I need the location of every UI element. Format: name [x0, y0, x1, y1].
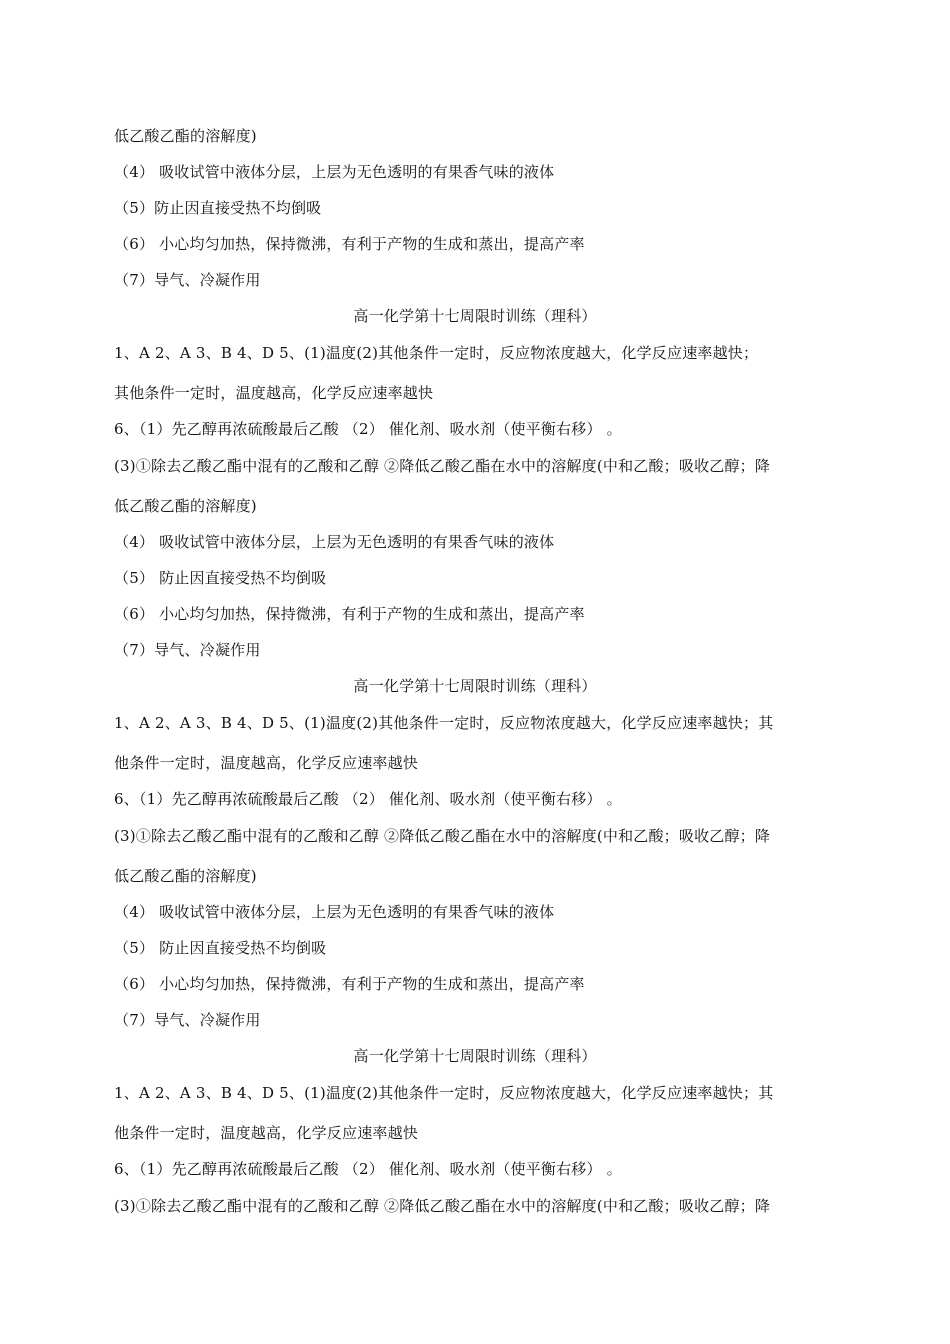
text-line: （4） 吸收试管中液体分层，上层为无色透明的有果香气味的液体: [114, 163, 555, 181]
text-line: 其他条件一定时，温度越高，化学反应速率越快: [114, 384, 434, 402]
text-line: 6、（1）先乙醇再浓硫酸最后乙酸 （2） 催化剂、吸水剂（使平衡右移） 。: [114, 420, 622, 438]
text-line: （7）导气、冷凝作用: [114, 1011, 261, 1029]
text-line: （5） 防止因直接受热不均倒吸: [114, 569, 327, 587]
text-line: （4） 吸收试管中液体分层，上层为无色透明的有果香气味的液体: [114, 533, 555, 551]
text-line: (3)①除去乙酸乙酯中混有的乙酸和乙醇 ②降低乙酸乙酯在水中的溶解度(中和乙酸；吸收乙醇；降: [114, 827, 771, 845]
section-title: 高一化学第十七周限时训练（理科）: [353, 1047, 597, 1065]
text-line: 他条件一定时，温度越高，化学反应速率越快: [114, 754, 419, 772]
text-line: （6） 小心均匀加热，保持微沸，有利于产物的生成和蒸出，提高产率: [114, 975, 585, 993]
text-line: 6、（1）先乙醇再浓硫酸最后乙酸 （2） 催化剂、吸水剂（使平衡右移） 。: [114, 1160, 622, 1178]
text-line: （4） 吸收试管中液体分层，上层为无色透明的有果香气味的液体: [114, 903, 555, 921]
section-title: 高一化学第十七周限时训练（理科）: [353, 307, 597, 325]
text-line: （7）导气、冷凝作用: [114, 271, 261, 289]
text-line: 低乙酸乙酯的溶解度): [114, 497, 257, 515]
text-line: 他条件一定时，温度越高，化学反应速率越快: [114, 1124, 419, 1142]
text-line: （5）防止因直接受热不均倒吸: [114, 199, 322, 217]
text-line: （7）导气、冷凝作用: [114, 641, 261, 659]
text-line: 6、（1）先乙醇再浓硫酸最后乙酸 （2） 催化剂、吸水剂（使平衡右移） 。: [114, 790, 622, 808]
text-line: 1、A 2、A 3、B 4、D 5、(1)温度(2)其他条件一定时，反应物浓度越大，化学反应速率越快；: [114, 344, 759, 362]
text-line: （6） 小心均匀加热，保持微沸，有利于产物的生成和蒸出，提高产率: [114, 605, 585, 623]
text-line: （5） 防止因直接受热不均倒吸: [114, 939, 327, 957]
text-line: (3)①除去乙酸乙酯中混有的乙酸和乙醇 ②降低乙酸乙酯在水中的溶解度(中和乙酸；吸收乙醇；降: [114, 457, 771, 475]
section-title: 高一化学第十七周限时训练（理科）: [353, 677, 597, 695]
text-line: 1、A 2、A 3、B 4、D 5、(1)温度(2)其他条件一定时，反应物浓度越大，化学反应速率越快；其: [114, 1084, 774, 1102]
text-line: 1、A 2、A 3、B 4、D 5、(1)温度(2)其他条件一定时，反应物浓度越大，化学反应速率越快；其: [114, 714, 774, 732]
text-line: （6） 小心均匀加热，保持微沸，有利于产物的生成和蒸出，提高产率: [114, 235, 585, 253]
text-line: 低乙酸乙酯的溶解度): [114, 127, 257, 145]
text-line: (3)①除去乙酸乙酯中混有的乙酸和乙醇 ②降低乙酸乙酯在水中的溶解度(中和乙酸；吸收乙醇；降: [114, 1197, 771, 1215]
text-line: 低乙酸乙酯的溶解度): [114, 867, 257, 885]
